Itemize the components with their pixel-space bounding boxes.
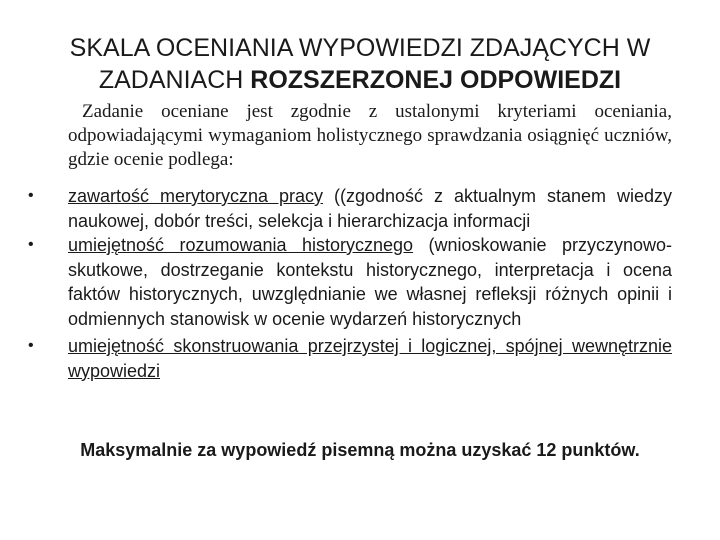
bullet-icon: •	[28, 236, 34, 253]
title-line-2-bold: ROZSZERZONEJ ODPOWIEDZI	[250, 66, 622, 94]
title-line-2-prefix: ZADANIACH	[98, 66, 251, 94]
max-points-note: Maksymalnie za wypowiedź pisemną można uzyskać 12 punktów.	[80, 440, 640, 460]
criterion-item-construction	[28, 334, 672, 383]
criterion-heading: umiejętność skonstruowania przejrzystej i logicznej, spójnej wewnętrznie wypowiedzi	[68, 336, 672, 381]
bullet-icon: •	[28, 337, 34, 354]
criterion-item-content	[28, 184, 672, 233]
criteria-list	[0, 184, 720, 383]
slide-title	[40, 32, 680, 96]
title-line-1: SKALA OCENIANIA WYPOWIEDZI ZDAJĄCYCH W	[69, 34, 651, 62]
criterion-heading: umiejętność rozumowania historycznego	[68, 235, 414, 255]
criterion-heading: zawartość merytoryczna pracy	[68, 186, 324, 206]
criterion-text: ((zgodność z aktualnym stanem wiedzy naukowej, dobór treści, selekcja i hierarchizacja informacji	[68, 186, 672, 231]
bullet-icon: •	[28, 187, 34, 204]
criterion-item-reasoning	[28, 233, 672, 331]
criterion-text: (wnioskowanie przyczynowo-skutkowe, dostrzeganie kontekstu historycznego, interpretacja i ocena faktów historycznych, uwzględnianie we własnej refleksji różnych opinii i odmiennych stanowisk w ocenie wydarzeń historycznych	[68, 235, 672, 329]
intro-paragraph: Zadanie oceniane jest zgodnie z ustalonymi kryteriami oceniania, odpowiadającymi wymaganiom holistycznego sprawdzania osiągnięć uczniów, gdzie ocenie podlega:	[68, 101, 672, 170]
